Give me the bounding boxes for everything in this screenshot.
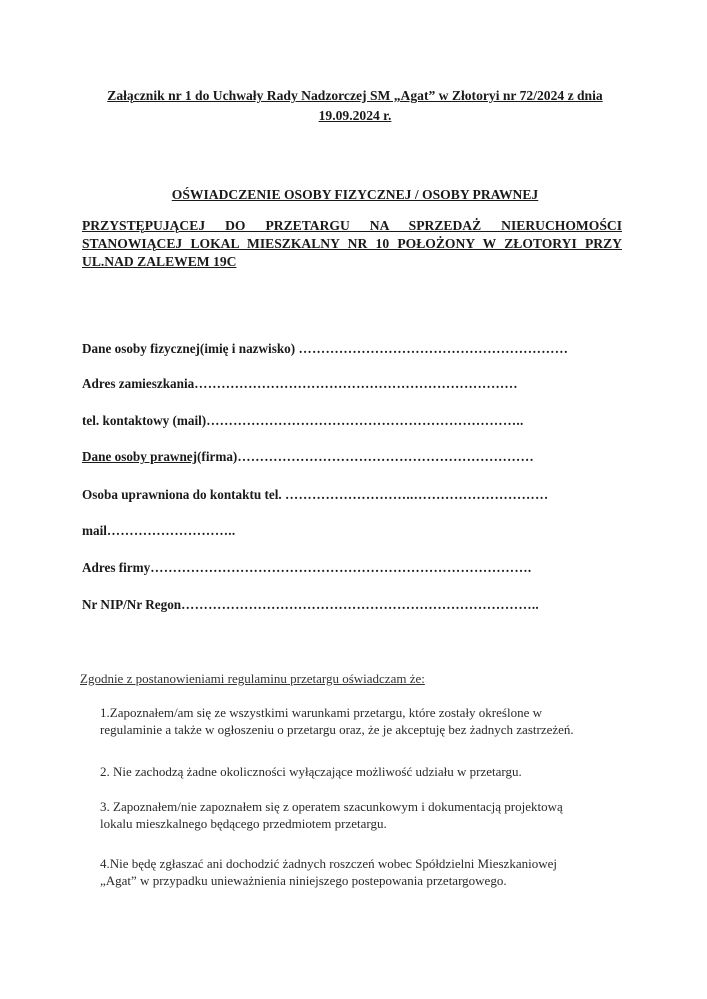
document-title: OŚWIADCZENIE OSOBY FIZYCZNEJ / OSOBY PRAWNEJ	[171, 187, 539, 202]
item-line: 2. Nie zachodzą żadne okoliczności wyłączające możliwość udziału w przetargu.	[100, 764, 522, 779]
field-dots: ………………………..	[106, 523, 236, 538]
annex-header	[60, 86, 650, 126]
field-legal-person[interactable]	[82, 449, 622, 465]
annex-line-1: Załącznik nr 1 do Uchwały Rady Nadzorczej SM „Agat” w Złotoryi nr 72/2024 z dnia	[107, 88, 603, 103]
field-label: Dane osoby prawnej	[82, 449, 198, 464]
field-label: Nr NIP/Nr Regon	[82, 597, 182, 612]
item-line: 4.Nie będę zgłaszać ani dochodzić żadnych roszczeń wobec Spółdzielni Mieszkaniowej	[100, 856, 557, 871]
field-label: mail	[82, 523, 107, 538]
field-label: Adres zamieszkania	[82, 376, 195, 391]
item-line: „Agat” w przypadku unieważnienia niniejszego postepowania przetargowego.	[100, 873, 507, 888]
field-authorized-person[interactable]	[82, 487, 622, 503]
field-natural-person[interactable]	[82, 341, 622, 357]
field-dots: ……………………………………………………………..	[206, 413, 524, 428]
field-label: Osoba uprawniona do kontaktu tel.	[82, 487, 285, 502]
field-dots: ………………………………………………………………………….	[150, 560, 532, 575]
field-dots: ……………………………………………………	[298, 341, 569, 356]
field-nip-regon[interactable]	[82, 597, 622, 613]
field-dots: …………………………………………………………	[237, 449, 535, 464]
field-label-suffix: (firma)	[197, 449, 238, 464]
item-line: 1.Zapoznałem/am się ze wszystkimi warunkami przetargu, które zostały określone w	[100, 705, 542, 720]
field-label: Adres firmy	[82, 560, 151, 575]
field-label: Dane osoby fizycznej(imię i nazwisko)	[82, 341, 299, 356]
field-dots: ………………………..…………………………	[285, 487, 549, 502]
declaration-item	[100, 763, 660, 780]
item-line: regulaminie a także w ogłoszeniu o przetargu oraz, że je akceptuję bez żadnych zastrzeżeń.	[100, 722, 574, 737]
declaration-intro: Zgodnie z postanowieniami regulaminu przetargu oświadczam że:	[80, 671, 425, 686]
document-subtitle: PRZYSTĘPUJĄCEJ DO PRZETARGU NA SPRZEDAŻ NIERUCHOMOŚCI STANOWIĄCEJ LOKAL MIESZKALNY NR 10 POŁOŻONY W ZŁOTORYI PRZY UL.NAD ZALEWEM 19C	[82, 218, 622, 269]
declaration-item	[100, 855, 660, 889]
field-dots: ……………………………………………………………………..	[181, 597, 540, 612]
declaration-item	[100, 798, 660, 832]
field-dots: ………………………………………………………………	[194, 376, 518, 391]
annex-line-2: 19.09.2024 r.	[318, 108, 392, 123]
item-line: lokalu mieszkalnego będącego przedmiotem przetargu.	[100, 816, 387, 831]
field-mail[interactable]	[82, 523, 622, 539]
field-address[interactable]	[82, 376, 622, 392]
field-contact-phone[interactable]	[82, 413, 622, 429]
field-label: tel. kontaktowy (mail)	[82, 413, 207, 428]
field-company-address[interactable]	[82, 560, 622, 576]
item-line: 3. Zapoznałem/nie zapoznałem się z operatem szacunkowym i dokumentacją projektową	[100, 799, 563, 814]
declaration-item	[100, 704, 660, 738]
